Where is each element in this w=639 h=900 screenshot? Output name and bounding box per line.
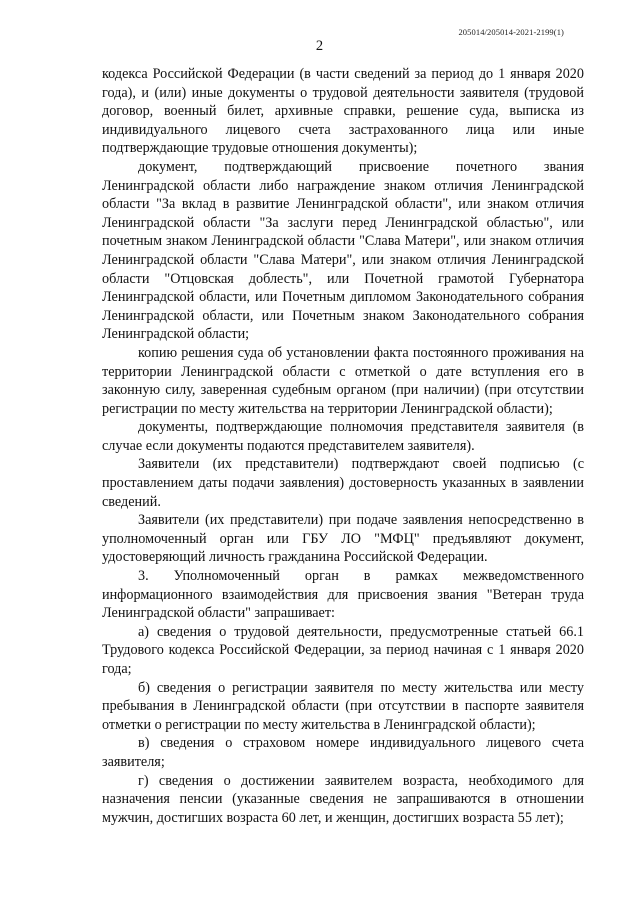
paragraph-continued: кодекса Российской Федерации (в части сведений за период до 1 января 2020 года), и (или) иные документы о трудовой деятельности заявителя (трудовой договор, военный билет, архивные справки, решение суда, выписка из индивидуального лицевого счета застрахованного лица или иные подтверждающие трудовые отношения документы); [102, 66, 584, 157]
list-item-a: а) сведения о трудовой деятельности, предусмотренные статьей 66.1 Трудового кодекса Российской Федерации, за период начиная с 1 января 2020 года; [102, 623, 584, 677]
document-body [102, 65, 584, 827]
paragraph-identity-document: Заявители (их представители) при подаче заявления непосредственно в уполномоченный орган или ГБУ ЛО "МФЦ" предъявляют документ, удостоверяющий личность гражданина Российской Федерации. [102, 512, 584, 566]
paragraph-signature-confirmation: Заявители (их представители) подтверждают своей подписью (с проставлением даты подачи заявления) достоверность указанных в заявлении сведений. [102, 456, 584, 510]
paragraph-representative-documents: документы, подтверждающие полномочия представителя заявителя (в случае если документы подаются представителем заявителя). [102, 419, 584, 454]
paragraph-section-3: 3. Уполномоченный орган в рамках межведомственного информационного взаимодействия для присвоения звания "Ветеран труда Ленинградской области" запрашивает: [102, 568, 584, 622]
page-number: 2 [315, 38, 324, 54]
list-item-v: в) сведения о страховом номере индивидуального лицевого счета заявителя; [102, 735, 584, 770]
list-item-b: б) сведения о регистрации заявителя по месту жительства или месту пребывания в Ленинградской области (при отсутствии в паспорте заявителя отметки о регистрации по месту жительства в Ленинградской области); [102, 679, 584, 733]
paragraph-court-decision: копию решения суда об установлении факта постоянного проживания на территории Ленинградской области с отметкой о дате вступления его в законную силу, заверенная судебным органом (при наличии) (при отсутствии регистрации по месту жительства на территории Ленинградской области); [102, 344, 584, 417]
document-id: 205014/205014-2021-2199(1) [458, 27, 564, 37]
list-item-g: г) сведения о достижении заявителем возраста, необходимого для назначения пенсии (указанные сведения не запрашиваются в отношении мужчин, достигших возраста 60 лет, и женщин, достигших возраста 55 лет); [102, 772, 584, 826]
paragraph-title-document: документ, подтверждающий присвоение почетного звания Ленинградской области либо награждение знаком отличия Ленинградской области "За вклад в развитие Ленинградской области", или знаком отличия Ленинградской области "За заслуги перед Ленинградской областью", или почетным знаком Ленинградской области "Слава Матери", или знаком отличия Ленинградской области "Слава Матери", или знаком отличия Ленинградской области "Отцовская доблесть", или Почетной грамотой Губернатора Ленинградской области, или Почетным дипломом Законодательного собрания Ленинградской области, или Почетным знаком Законодательного собрания Ленинградской области; [102, 158, 584, 343]
